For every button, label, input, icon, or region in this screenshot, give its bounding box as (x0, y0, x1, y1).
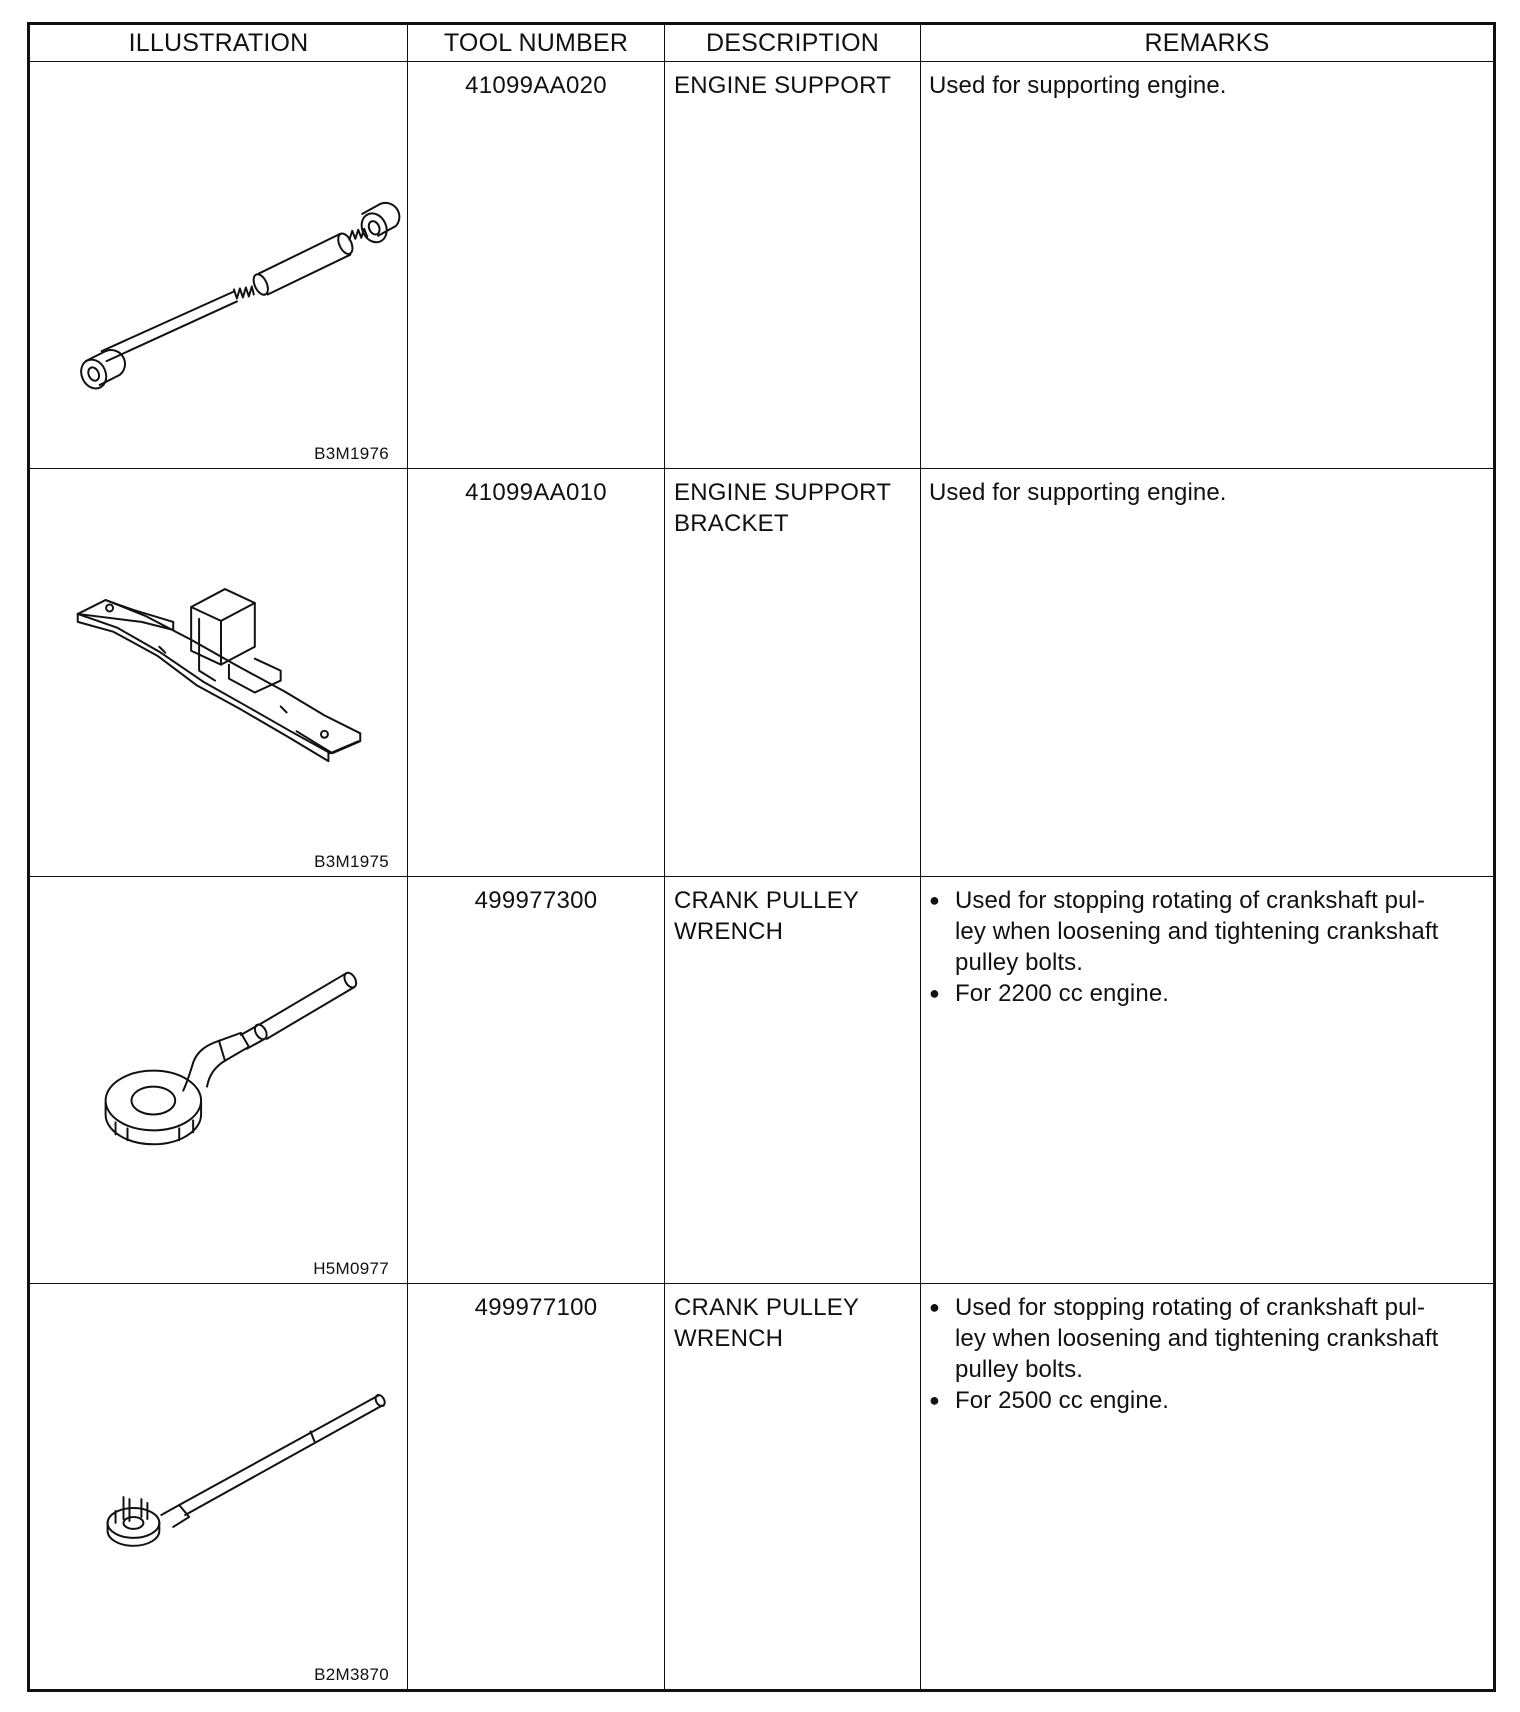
description-line: CRANK PULLEY (674, 886, 860, 914)
figure-code: B3M1975 (314, 851, 389, 871)
remark-line: Used for supporting engine. (929, 479, 1227, 507)
figure-code: B3M1976 (314, 444, 389, 464)
tool-number: 499977300 (408, 876, 665, 1283)
description-line: WRENCH (674, 1324, 784, 1352)
figure-code: B2M3870 (314, 1665, 389, 1684)
figure-code: H5M0977 (313, 1258, 389, 1278)
header-remarks: REMARKS (921, 24, 1495, 62)
header-row (29, 24, 1495, 62)
bullet-icon: ● (929, 982, 940, 1003)
table-row (29, 62, 1495, 469)
description-line: BRACKET (674, 510, 789, 538)
description-line: CRANK PULLEY (674, 1293, 860, 1321)
remark-line: For 2200 cc engine. (955, 979, 1170, 1007)
engine-support-bracket-icon (30, 469, 407, 875)
remarks (921, 62, 1495, 469)
tool-number: 41099AA020 (408, 62, 665, 469)
remarks (921, 876, 1495, 1283)
remark-line: pulley bolts. (955, 1355, 1084, 1383)
remark-line: Used for supporting engine. (929, 72, 1227, 99)
tool-number: 41099AA010 (408, 469, 665, 876)
description (665, 469, 921, 876)
remark-line: Used for stopping rotating of crankshaft pul- (955, 886, 1426, 914)
illustration-cell (29, 876, 408, 1283)
crank-pulley-wrench-icon (30, 877, 407, 1283)
header-illustration: ILLUSTRATION (29, 24, 408, 62)
bullet-icon: ● (929, 1389, 940, 1410)
remark-item (929, 978, 1479, 1009)
description (665, 876, 921, 1283)
description-line: WRENCH (674, 917, 784, 945)
table-row (29, 876, 1495, 1283)
remark-line: ley when loosening and tightening crankshaft (955, 917, 1439, 945)
remark-line: pulley bolts. (955, 948, 1084, 976)
remark-item (929, 885, 1479, 978)
engine-support-icon (30, 62, 407, 468)
illustration-cell (29, 469, 408, 876)
illustration-cell (29, 1283, 408, 1690)
header-tool-number: TOOL NUMBER (408, 24, 665, 62)
bullet-icon: ● (929, 889, 940, 910)
description-line: ENGINE SUPPORT (674, 72, 892, 99)
illustration-cell (29, 62, 408, 469)
header-description: DESCRIPTION (665, 24, 921, 62)
crank-pulley-wrench-long-icon (30, 1284, 407, 1689)
remark-line: Used for stopping rotating of crankshaft pul- (955, 1293, 1426, 1321)
remarks (921, 1283, 1495, 1690)
remark-line: ley when loosening and tightening crankshaft (955, 1324, 1439, 1352)
remark-item (929, 1385, 1479, 1416)
remark-item (929, 1292, 1479, 1385)
tool-number: 499977100 (408, 1283, 665, 1690)
description (665, 62, 921, 469)
table-row (29, 1283, 1495, 1690)
bullet-icon: ● (929, 1296, 940, 1317)
remark-line: For 2500 cc engine. (955, 1386, 1170, 1414)
description-line: ENGINE SUPPORT (674, 479, 892, 507)
table-row (29, 469, 1495, 876)
special-tools-table (27, 22, 1496, 1692)
remarks (921, 469, 1495, 876)
description (665, 1283, 921, 1690)
